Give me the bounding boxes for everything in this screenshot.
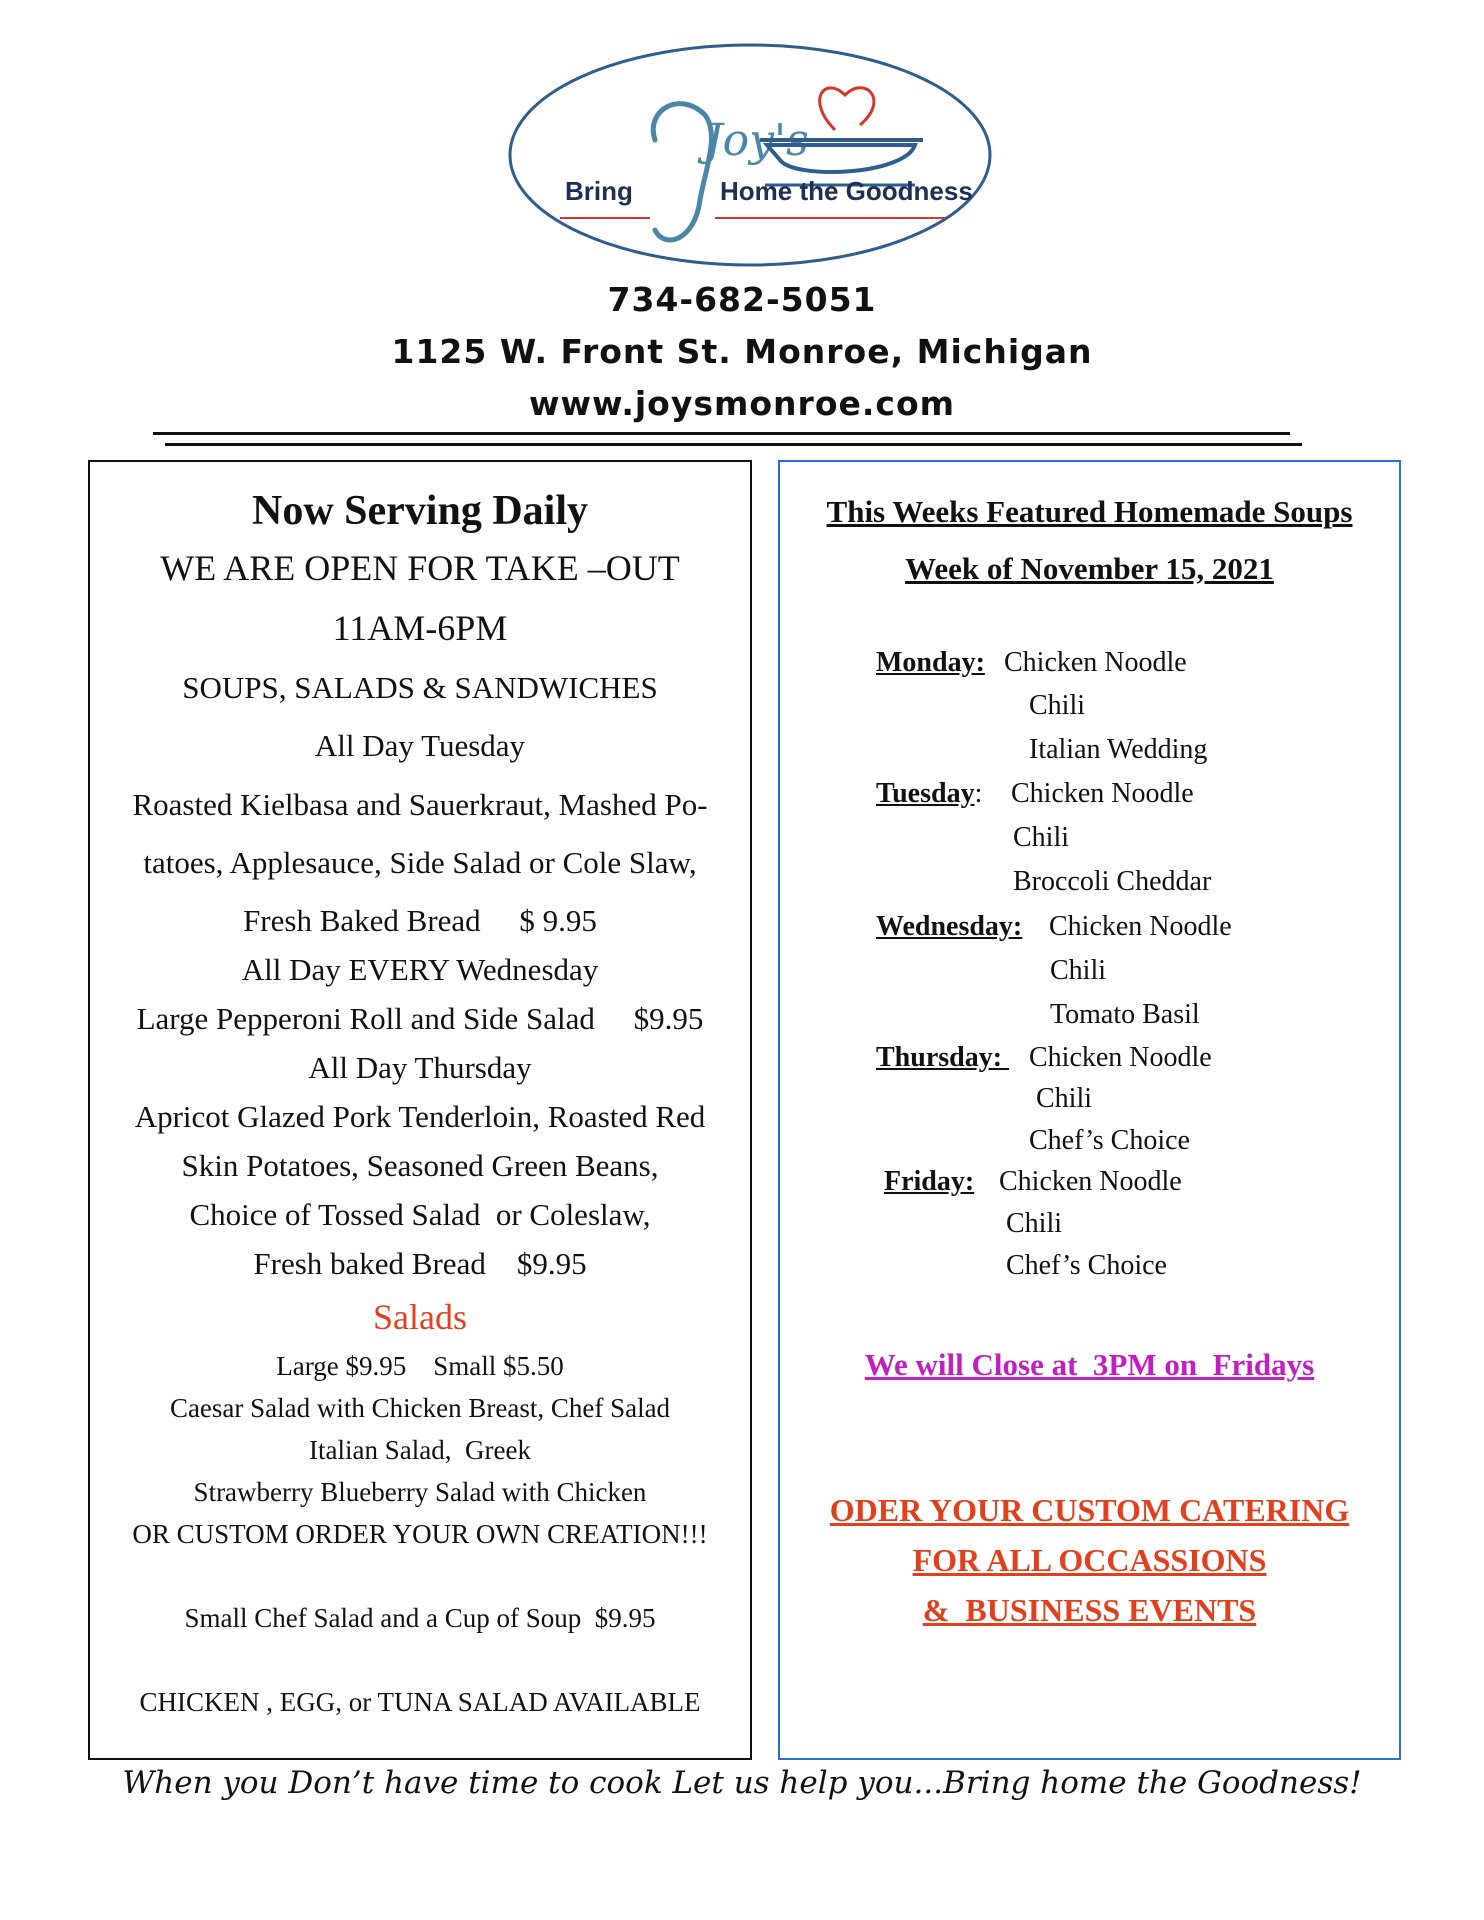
wednesday-heading: All Day EVERY Wednesday <box>241 952 599 987</box>
wednesday-line-1: Large Pepperoni Roll and Side Salad $9.95 <box>136 1001 704 1036</box>
soup-item: Chili <box>1006 1208 1063 1239</box>
combo-special: Small Chef Salad and a Cup of Soup $9.95 <box>184 1603 656 1633</box>
day-wednesday: Wednesday: <box>876 911 1023 942</box>
day-monday: Monday: <box>876 647 985 678</box>
soup-item: Chef’s Choice <box>1029 1125 1190 1156</box>
heart-icon <box>820 88 874 130</box>
salads-line-4: OR CUSTOM ORDER YOUR OWN CREATION!!! <box>132 1519 708 1549</box>
soup-item: Chicken Noodle <box>1011 778 1194 809</box>
featured-soups-heading: This Weeks Featured Homemade Soups <box>826 494 1353 529</box>
address: 1125 W. Front St. Monroe, Michigan <box>391 332 1093 371</box>
tuesday-line-1: Roasted Kielbasa and Sauerkraut, Mashed Po- <box>132 787 708 822</box>
logo-brand: Joy's <box>705 115 809 166</box>
footer-tagline: When you Don’t have time to cook Let us help you...Bring home the Goodness! <box>122 1765 1362 1801</box>
divider-top <box>153 432 1290 435</box>
tuesday-line-3: Fresh Baked Bread $ 9.95 <box>243 903 597 938</box>
open-notice: WE ARE OPEN FOR TAKE –OUT <box>160 548 680 588</box>
salad-prices: Large $9.95 Small $5.50 <box>276 1351 564 1381</box>
friday-close-note: We will Close at 3PM on Fridays <box>864 1347 1315 1382</box>
logo-tagline-left: Bring <box>565 176 633 206</box>
featured-soups-box <box>778 460 1401 1760</box>
salads-line-2: Italian Salad, Greek <box>309 1435 531 1465</box>
catering-line-1: ODER YOUR CUSTOM CATERING <box>829 1492 1350 1528</box>
phone-number: 734-682-5051 <box>607 280 877 319</box>
salads-line-3: Strawberry Blueberry Salad with Chicken <box>193 1477 647 1507</box>
soup-item: Chili <box>1036 1083 1093 1114</box>
day-tuesday: Tuesday: <box>876 778 983 809</box>
salads-line-1: Caesar Salad with Chicken Breast, Chef Salad <box>169 1393 671 1423</box>
week-of: Week of November 15, 2021 <box>905 551 1274 586</box>
soup-item: Chicken Noodle <box>1049 911 1232 942</box>
thursday-line-4: Fresh baked Bread $9.95 <box>253 1246 587 1281</box>
day-friday: Friday: <box>884 1166 975 1197</box>
daily-specials-box <box>88 460 752 1760</box>
script-j-icon <box>653 104 711 240</box>
now-serving-title: Now Serving Daily <box>252 488 588 534</box>
soup-item: Chicken Noodle <box>1029 1042 1212 1073</box>
soup-item: Broccoli Cheddar <box>1013 866 1212 897</box>
soup-item: Chili <box>1050 955 1107 986</box>
logo-graphic <box>505 40 995 270</box>
catering-line-2: FOR ALL OCCASSIONS <box>912 1542 1267 1578</box>
thursday-line-2: Skin Potatoes, Seasoned Green Beans, <box>181 1148 659 1183</box>
soup-item: Italian Wedding <box>1029 734 1208 765</box>
soup-item: Chicken Noodle <box>999 1166 1182 1197</box>
soup-item: Chili <box>1013 822 1070 853</box>
logo-tagline-right: Home the Goodness <box>720 176 973 206</box>
menu-categories: SOUPS, SALADS & SANDWICHES <box>182 670 658 705</box>
day-thursday: Thursday: <box>876 1042 1010 1073</box>
catering-line-3: & BUSINESS EVENTS <box>922 1592 1257 1628</box>
salad-availability: CHICKEN , EGG, or TUNA SALAD AVAILABLE <box>139 1687 701 1717</box>
divider-bottom <box>165 443 1302 446</box>
thursday-line-3: Choice of Tossed Salad or Coleslaw, <box>189 1197 651 1232</box>
website[interactable]: www.joysmonroe.com <box>528 384 956 423</box>
hours: 11AM-6PM <box>332 608 508 648</box>
thursday-line-1: Apricot Glazed Pork Tenderloin, Roasted Red <box>134 1099 706 1134</box>
soup-item: Chili <box>1029 690 1086 721</box>
tuesday-line-2: tatoes, Applesauce, Side Salad or Cole Slaw, <box>143 845 697 880</box>
joys-logo <box>505 40 995 270</box>
salads-heading: Salads <box>373 1297 467 1337</box>
soup-item: Tomato Basil <box>1050 999 1200 1030</box>
tuesday-heading: All Day Tuesday <box>314 728 526 763</box>
soup-item: Chicken Noodle <box>1004 647 1187 678</box>
soup-item: Chef’s Choice <box>1006 1250 1167 1281</box>
thursday-heading: All Day Thursday <box>308 1050 532 1085</box>
